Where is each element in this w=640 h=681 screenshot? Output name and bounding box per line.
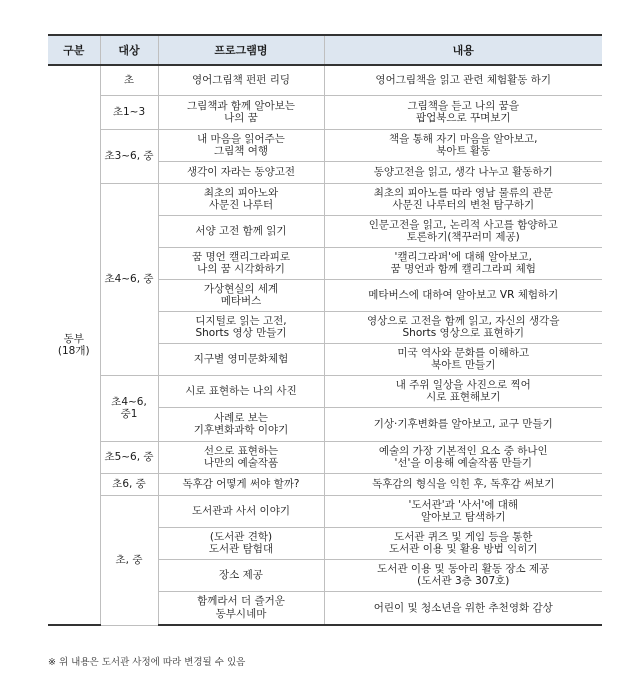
content-cell: 책을 통해 자기 마음을 알아보고, 북아트 활동 — [324, 129, 602, 161]
program-cell: 사례로 보는 기후변화과학 이야기 — [158, 407, 324, 441]
content-cell: 동양고전을 읽고, 생각 나누고 활동하기 — [324, 161, 602, 183]
division-count: (18개) — [57, 345, 90, 357]
content-cell: 독후감의 형식을 익힌 후, 독후감 써보기 — [324, 473, 602, 495]
table-row — [48, 129, 602, 161]
table-row — [48, 473, 602, 495]
content-cell: 그림책을 듣고 나의 꿈을 팝업북으로 꾸며보기 — [324, 95, 602, 129]
program-cell: 생각이 자라는 동양고전 — [158, 161, 324, 183]
program-cell: 시로 표현하는 나의 사진 — [158, 375, 324, 407]
table-row — [48, 495, 602, 527]
content-cell: 내 주위 일상을 사진으로 찍어 시로 표현해보기 — [324, 375, 602, 407]
table-row — [48, 65, 602, 95]
header-target: 대상 — [100, 35, 158, 65]
program-cell: 최초의 피아노와 사문진 나루터 — [158, 183, 324, 215]
footnote: ※ 위 내용은 도서관 사정에 따라 변경될 수 있음 — [48, 657, 246, 668]
content-cell: 어린이 및 청소년을 위한 추천영화 감상 — [324, 591, 602, 625]
program-cell: 도서관과 사서 이야기 — [158, 495, 324, 527]
division-cell — [48, 65, 100, 625]
target-cell: 초 — [100, 65, 158, 95]
program-cell: (도서관 견학) 도서관 탐험대 — [158, 527, 324, 559]
content-cell: '캘리그라퍼'에 대해 알아보고, 꿈 명언과 함께 캘리그라피 체험 — [324, 247, 602, 279]
content-cell: 영상으로 고전을 함께 읽고, 자신의 생각을 Shorts 영상으로 표현하기 — [324, 311, 602, 343]
content-cell: 최초의 피아노를 따라 영남 물류의 관문 사문진 나루터의 변천 탐구하기 — [324, 183, 602, 215]
header-program: 프로그램명 — [158, 35, 324, 65]
target-cell: 초, 중 — [100, 495, 158, 625]
target-cell: 초1~3 — [100, 95, 158, 129]
program-cell: 지구별 영미문화체험 — [158, 343, 324, 375]
program-cell: 독후감 어떻게 써야 할까? — [158, 473, 324, 495]
program-cell: 장소 제공 — [158, 559, 324, 591]
program-cell: 꿈 명언 캘리그라피로 나의 꿈 시각화하기 — [158, 247, 324, 279]
table-row — [48, 95, 602, 129]
program-cell: 그림책과 함께 알아보는 나의 꿈 — [158, 95, 324, 129]
table-header-row — [48, 35, 602, 65]
program-table — [48, 34, 602, 626]
table-row — [48, 441, 602, 473]
program-cell: 함께라서 더 즐거운 동부시네마 — [158, 591, 324, 625]
content-cell: 메타버스에 대하여 알아보고 VR 체험하기 — [324, 279, 602, 311]
target-cell: 초6, 중 — [100, 473, 158, 495]
program-cell: 서양 고전 함께 읽기 — [158, 215, 324, 247]
header-content: 내용 — [324, 35, 602, 65]
program-cell: 디지털로 읽는 고전, Shorts 영상 만들기 — [158, 311, 324, 343]
header-division: 구분 — [48, 35, 100, 65]
program-cell: 가상현실의 세계 메타버스 — [158, 279, 324, 311]
target-cell: 초5~6, 중 — [100, 441, 158, 473]
table-row — [48, 183, 602, 215]
target-cell: 초3~6, 중 — [100, 129, 158, 183]
program-cell: 선으로 표현하는 나만의 예술작품 — [158, 441, 324, 473]
content-cell: 도서관 이용 및 동아리 활동 장소 제공 (도서관 3층 307호) — [324, 559, 602, 591]
program-table-wrapper — [48, 34, 602, 626]
content-cell: 기상·기후변화를 알아보고, 교구 만들기 — [324, 407, 602, 441]
target-cell: 초4~6, 중 — [100, 183, 158, 375]
program-cell: 내 마음을 읽어주는 그림책 여행 — [158, 129, 324, 161]
target-cell: 초4~6, 중1 — [100, 375, 158, 441]
content-cell: '도서관'과 '사서'에 대해 알아보고 탐색하기 — [324, 495, 602, 527]
program-cell: 영어그림책 펀펀 리딩 — [158, 65, 324, 95]
content-cell: 미국 역사와 문화를 이해하고 북아트 만들기 — [324, 343, 602, 375]
division-name: 동부 — [63, 332, 84, 345]
content-cell: 영어그림책을 읽고 관련 체험활동 하기 — [324, 65, 602, 95]
table-row — [48, 375, 602, 407]
content-cell: 도서관 퀴즈 및 게임 등을 통한 도서관 이용 및 활용 방법 익히기 — [324, 527, 602, 559]
content-cell: 인문고전을 읽고, 논리적 사고를 함양하고 토론하기(책꾸러미 제공) — [324, 215, 602, 247]
content-cell: 예술의 가장 기본적인 요소 중 하나인 '선'을 이용해 예술작품 만들기 — [324, 441, 602, 473]
